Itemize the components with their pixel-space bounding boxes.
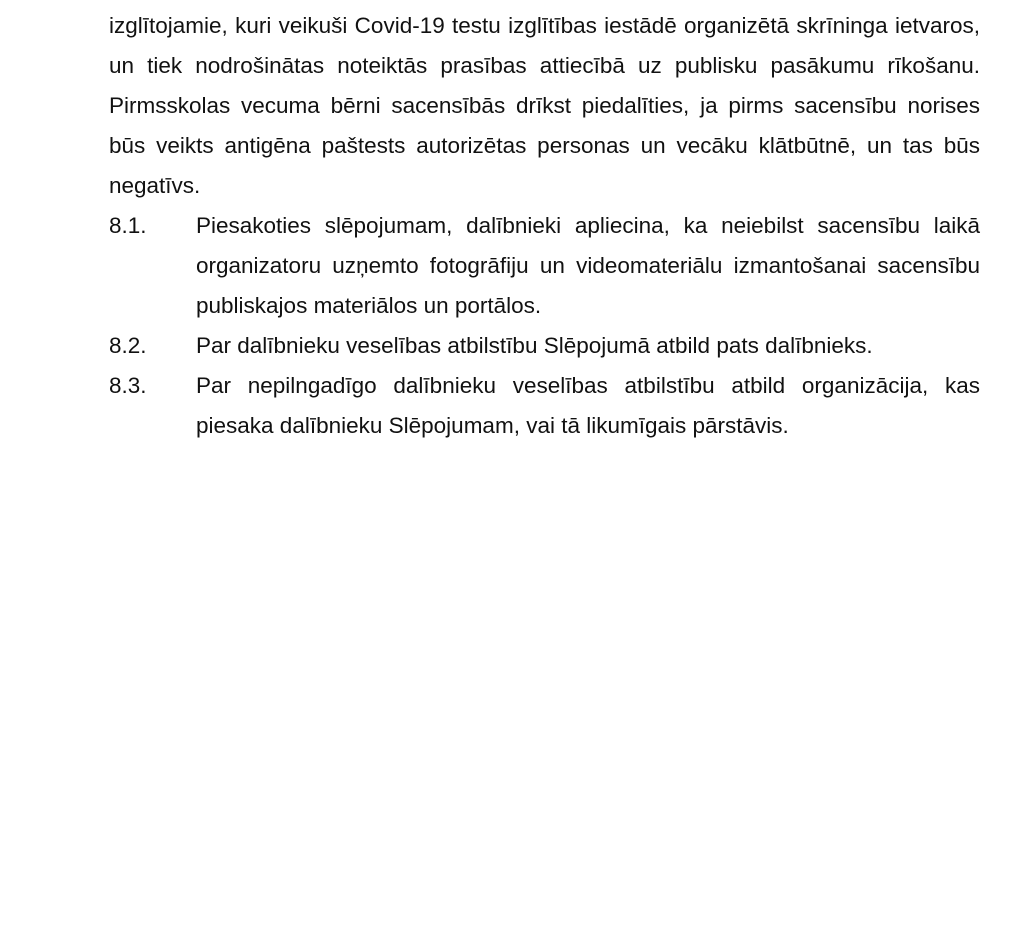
list-item-8-3 <box>109 366 980 446</box>
item-number: 8.2. <box>109 333 147 358</box>
item-text: Par nepilngadīgo dalībnieku veselības atbilstību atbild organizācija, kas piesaka dalībnieku Slēpojumam, vai tā likumīgais pārstāvis. <box>196 373 980 438</box>
item-number: 8.1. <box>109 213 147 238</box>
list-item-8-1 <box>109 206 980 326</box>
item-number: 8.3. <box>109 373 147 398</box>
item-text: Piesakoties slēpojumam, dalībnieki apliecina, ka neiebilst sacensību laikā organizatoru uzņemto fotogrāfiju un videomateriālu izmantošanai sacensību publiskajos materiālos un portālos. <box>196 213 980 318</box>
item-text: Par dalībnieku veselības atbilstību Slēpojumā atbild pats dalībnieks. <box>196 333 873 358</box>
intro-paragraph: izglītojamie, kuri veikuši Covid-19 testu izglītības iestādē organizētā skrīninga ietvaros, un tiek nodrošinātas noteiktās prasības attiecībā uz publisku pasākumu rīkošanu. Pirmsskolas vecuma bērni sacensībās drīkst piedalīties, ja pirms sacensību norises būs veikts antigēna paštests autorizētas personas un vecāku klātbūtnē, un tas būs negatīvs. <box>109 13 980 198</box>
list-item-8-2 <box>109 326 980 366</box>
document-page <box>109 6 980 446</box>
